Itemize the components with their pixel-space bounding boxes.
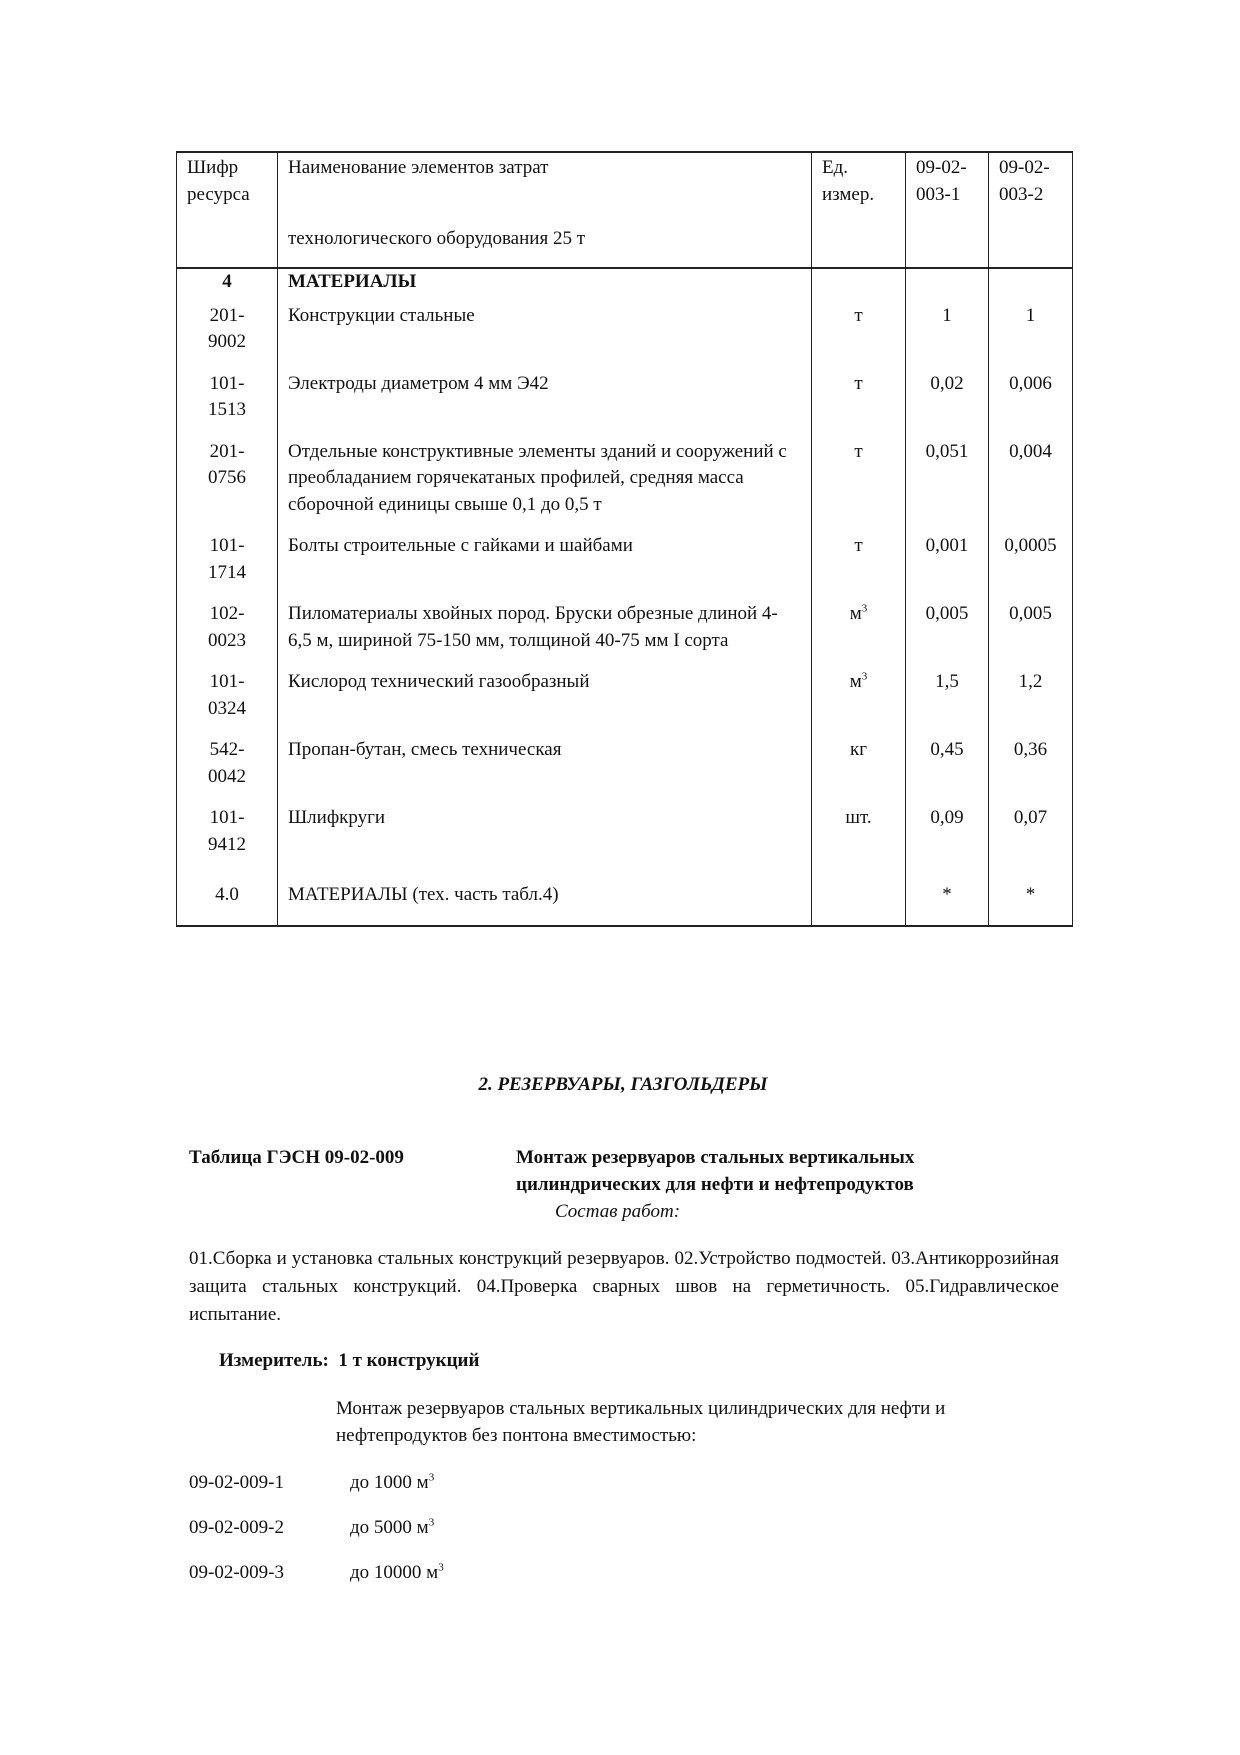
row-v2: 1	[989, 296, 1073, 364]
description: Монтаж резервуаров стальных вертикальных цилиндрических для нефти и нефтепродуктов без понтона вместимостью:	[336, 1398, 946, 1446]
row-name: Болты строительные с гайками и шайбами	[278, 526, 812, 594]
header-name	[278, 152, 812, 268]
resources-table	[176, 151, 1073, 927]
row-unit: $м^3$	[812, 662, 906, 730]
header-name-line2: технологического оборудования 25 т	[288, 227, 585, 249]
section-heading: 2. РЕЗЕРВУАРЫ, ГАЗГОЛЬДЕРЫ	[478, 1074, 768, 1095]
row-unit: т	[812, 296, 906, 364]
meter-value: 1 т конструкций	[338, 1350, 480, 1371]
row-v1: 0,001	[906, 526, 989, 594]
row-name: Шлифкруги	[278, 798, 812, 866]
table-row	[177, 730, 1073, 798]
table-header	[177, 152, 1073, 268]
table-label: Таблица ГЭСН 09-02-009	[189, 1147, 404, 1168]
table-row	[177, 798, 1073, 866]
header-code: Шифр ресурса	[177, 152, 278, 268]
row-v2: 1,2	[989, 662, 1073, 730]
meter-label: Измеритель:	[219, 1350, 329, 1371]
row-code: 201- 0756	[177, 432, 278, 527]
row-code: 542- 0042	[177, 730, 278, 798]
row-v1: 0,09	[906, 798, 989, 866]
row-name: Пропан-бутан, смесь техническая	[278, 730, 812, 798]
table-row	[177, 296, 1073, 364]
row-name: Пиломатериалы хвойных пород. Бруски обрезные длиной 4-6,5 м, шириной 75-150 мм, толщиной 40-75 мм I сорта	[278, 594, 812, 662]
row-unit: т	[812, 432, 906, 527]
table-row	[177, 432, 1073, 527]
header-unit: Ед. измер.	[812, 152, 906, 268]
table-row	[177, 662, 1073, 730]
row-code: 101- 9412	[177, 798, 278, 866]
section-code: 4	[177, 268, 278, 296]
row-name: Отдельные конструктивные элементы зданий и сооружений с преобладанием горячекатаных профилей, средняя масса сборочной единицы свыше 0,1 до 0,5 т	[278, 432, 812, 527]
header-col2: 09-02-003-2	[989, 152, 1073, 268]
item-code: 09-02-009-2	[189, 1517, 284, 1538]
row-unit: шт.	[812, 798, 906, 866]
header-col1: 09-02-003-1	[906, 152, 989, 268]
total-v1: *	[906, 866, 989, 926]
section-name: МАТЕРИАЛЫ	[278, 268, 812, 296]
row-code: 101- 1513	[177, 364, 278, 432]
row-v2: 0,36	[989, 730, 1073, 798]
total-unit	[812, 866, 906, 926]
row-v1: 0,005	[906, 594, 989, 662]
table-row	[177, 594, 1073, 662]
meter	[219, 1348, 479, 1375]
row-code: 102- 0023	[177, 594, 278, 662]
table-title-line2: цилиндрических для нефти и нефтепродуктов	[516, 1174, 914, 1195]
row-v1: 1	[906, 296, 989, 364]
item-text: до 5000 $м^3$	[350, 1516, 435, 1538]
row-v1: 0,45	[906, 730, 989, 798]
total-code: 4.0	[177, 866, 278, 926]
work-text: 01.Сборка и установка стальных конструкций резервуаров. 02.Устройство подмостей. 03.Антикоррозийная защита стальных конструкций. 04.Проверка сварных швов на герметичность. 05.Гидравлическое испытание.	[189, 1248, 1059, 1325]
row-name: Кислород технический газообразный	[278, 662, 812, 730]
item-code: 09-02-009-3	[189, 1562, 284, 1583]
table-row	[177, 526, 1073, 594]
row-code: 101- 1714	[177, 526, 278, 594]
header-name-line1: Наименование элементов затрат	[288, 157, 549, 178]
row-v2: 0,07	[989, 798, 1073, 866]
item-code: 09-02-009-1	[189, 1472, 284, 1493]
total-v2: *	[989, 866, 1073, 926]
row-v2: 0,004	[989, 432, 1073, 527]
row-code: 101- 0324	[177, 662, 278, 730]
table-row	[177, 364, 1073, 432]
work-label: Состав работ:	[555, 1201, 681, 1222]
section-row	[177, 268, 1073, 296]
row-unit: т	[812, 364, 906, 432]
row-name: Электроды диаметром 4 мм Э42	[278, 364, 812, 432]
row-v2: 0,006	[989, 364, 1073, 432]
row-v1: 1,5	[906, 662, 989, 730]
row-v1: 0,02	[906, 364, 989, 432]
total-name: МАТЕРИАЛЫ (тех. часть табл.4)	[278, 866, 812, 926]
row-unit: $м^3$	[812, 594, 906, 662]
row-unit: т	[812, 526, 906, 594]
row-unit: кг	[812, 730, 906, 798]
total-row	[177, 866, 1073, 926]
row-v2: 0,0005	[989, 526, 1073, 594]
row-name: Конструкции стальные	[278, 296, 812, 364]
row-code: 201- 9002	[177, 296, 278, 364]
row-v2: 0,005	[989, 594, 1073, 662]
row-v1: 0,051	[906, 432, 989, 527]
item-text: до 10000 $м^3$	[350, 1561, 444, 1583]
item-text: до 1000 $м^3$	[350, 1471, 435, 1493]
table-title-line1: Монтаж резервуаров стальных вертикальных	[516, 1147, 915, 1168]
